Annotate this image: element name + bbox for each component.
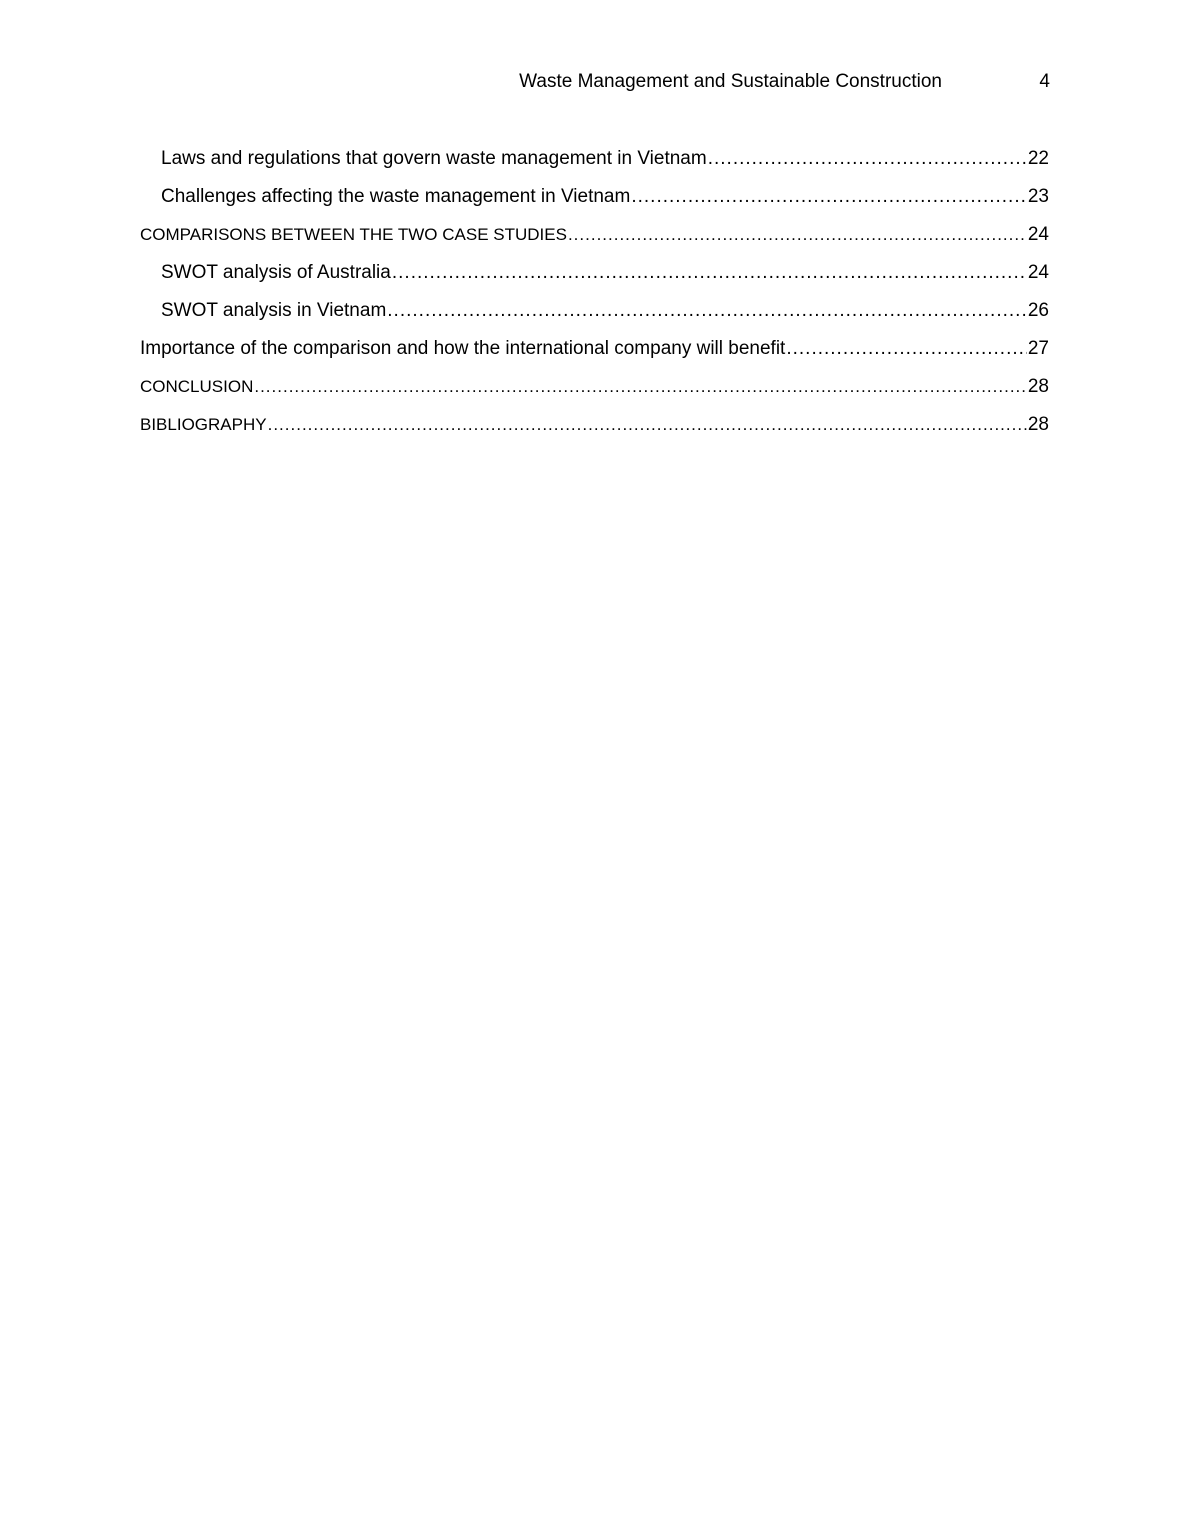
toc-entry[interactable] (140, 216, 1049, 254)
toc-entry-page: 23 (1027, 186, 1049, 207)
toc-entry[interactable] (140, 330, 1049, 368)
toc-entry-page: 24 (1027, 224, 1049, 245)
toc-dot-leader (254, 377, 1027, 397)
toc-dot-leader (631, 186, 1027, 208)
toc-entry-text: Importance of the comparison and how the international company will benefit (140, 338, 786, 359)
toc-entry-text: SWOT analysis in Vietnam (161, 300, 387, 321)
toc-dot-leader (708, 148, 1027, 170)
toc-entry-text: BIBLIOGRAPHY (140, 415, 267, 434)
toc-dot-leader (387, 300, 1027, 322)
table-of-contents (140, 140, 1049, 444)
toc-dot-leader (268, 415, 1027, 435)
toc-entry[interactable] (140, 292, 1049, 330)
header-page-number: 4 (1039, 71, 1050, 92)
toc-entry[interactable] (140, 368, 1049, 406)
toc-entry-text: SWOT analysis of Australia (161, 262, 391, 283)
toc-entry-text: COMPARISONS BETWEEN THE TWO CASE STUDIES (140, 225, 567, 244)
toc-entry-page: 24 (1027, 262, 1049, 283)
toc-entry[interactable] (140, 254, 1049, 292)
toc-entry-page: 22 (1027, 148, 1049, 169)
toc-entry-page: 26 (1027, 300, 1049, 321)
toc-dot-leader (786, 338, 1027, 360)
header-title: Waste Management and Sustainable Construction (519, 71, 942, 92)
toc-entry-page: 27 (1027, 338, 1049, 359)
toc-entry-text: Challenges affecting the waste management in Vietnam (161, 186, 631, 207)
toc-entry-page: 28 (1027, 414, 1049, 435)
toc-entry-page: 28 (1027, 376, 1049, 397)
toc-entry-text: Laws and regulations that govern waste management in Vietnam (161, 148, 707, 169)
toc-dot-leader (392, 262, 1027, 284)
toc-entry-text: CONCLUSION (140, 377, 254, 396)
toc-entry[interactable] (140, 140, 1049, 178)
running-header (140, 71, 1050, 97)
toc-dot-leader (568, 225, 1027, 245)
toc-entry[interactable] (140, 178, 1049, 216)
toc-entry[interactable] (140, 406, 1049, 444)
